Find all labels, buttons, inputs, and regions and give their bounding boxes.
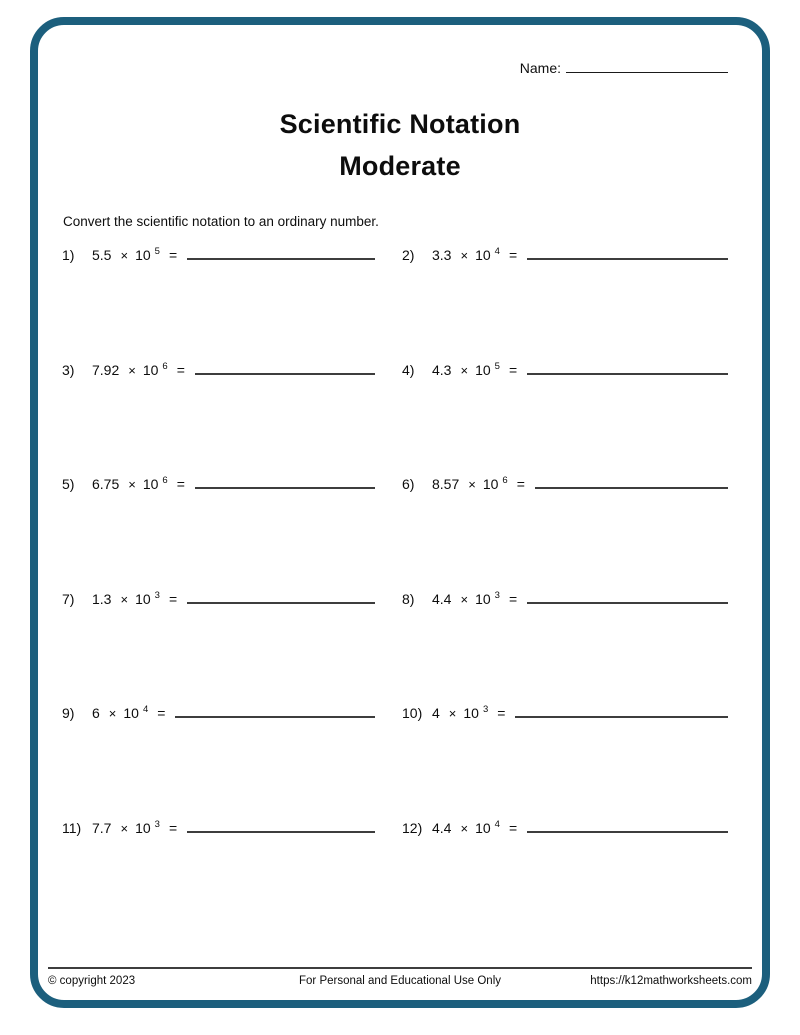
name-blank[interactable] [566, 60, 728, 73]
problem [402, 819, 728, 934]
multiplication-sign: × [460, 248, 469, 263]
answer-blank[interactable] [187, 592, 375, 604]
coefficient: 6 [92, 705, 100, 721]
equals-sign: = [168, 590, 178, 607]
problem-number: 12) [402, 819, 423, 836]
problem-number: 6) [402, 476, 415, 492]
name-row [520, 60, 728, 76]
problem-number: 9) [62, 705, 75, 721]
equals-sign: = [516, 476, 525, 492]
base-ten: 10 [123, 705, 139, 721]
base-ten: 10 [463, 705, 479, 721]
footer-usage: For Personal and Educational Use Only [299, 975, 501, 987]
multiplication-sign: × [460, 820, 469, 836]
base-ten: 10 [135, 247, 151, 263]
problem [402, 246, 728, 361]
worksheet-title [38, 103, 762, 187]
page-border [30, 17, 770, 1008]
name-label: Name: [519, 60, 561, 76]
multiplication-sign: × [108, 706, 117, 721]
coefficient: 6.75 [92, 476, 120, 492]
answer-blank[interactable] [187, 821, 375, 833]
base-ten: 10 [475, 819, 491, 836]
coefficient: 8.57 [432, 476, 460, 492]
problem-number: 7) [62, 590, 75, 607]
problem [62, 246, 375, 361]
multiplication-sign: × [120, 248, 129, 263]
answer-blank[interactable] [527, 248, 728, 260]
exponent: 5 [154, 246, 160, 257]
exponent: 3 [154, 589, 160, 601]
answer-blank[interactable] [527, 363, 728, 375]
coefficient: 4 [432, 705, 440, 721]
base-ten: 10 [475, 590, 491, 607]
equals-sign: = [497, 705, 506, 721]
exponent: 6 [502, 475, 508, 486]
coefficient: 7.92 [92, 361, 120, 378]
multiplication-sign: × [460, 362, 469, 378]
problem [62, 704, 375, 819]
footer-copyright: © copyright 2023 [48, 975, 136, 987]
problem-number: 1) [62, 247, 75, 263]
problem [62, 361, 375, 476]
title-line1: Scientific Notation [279, 109, 521, 139]
title-line2: Moderate [339, 151, 461, 181]
problem-number: 5) [62, 476, 75, 492]
equals-sign: = [168, 247, 178, 263]
problem [62, 590, 375, 705]
multiplication-sign: × [120, 591, 129, 607]
problems-grid [62, 246, 728, 933]
answer-blank[interactable] [195, 363, 375, 375]
problem-number: 4) [402, 361, 415, 378]
problem [62, 475, 375, 590]
exponent: 4 [494, 818, 500, 830]
base-ten: 10 [135, 590, 151, 607]
multiplication-sign: × [468, 477, 476, 492]
answer-blank[interactable] [175, 706, 375, 718]
exponent: 6 [162, 360, 168, 372]
equals-sign: = [157, 705, 166, 721]
instruction-text: Convert the scientific notation to an ordinary number. [63, 214, 379, 229]
footer-website[interactable]: https://k12mathworksheets.com [590, 975, 752, 987]
equals-sign: = [508, 590, 518, 607]
answer-blank[interactable] [195, 477, 375, 489]
answer-blank[interactable] [527, 821, 728, 833]
multiplication-sign: × [460, 591, 469, 607]
multiplication-sign: × [448, 706, 457, 721]
problem-number: 3) [62, 361, 75, 378]
coefficient: 5.5 [92, 247, 112, 263]
exponent: 3 [154, 818, 160, 830]
equals-sign: = [176, 476, 185, 492]
problem [402, 475, 728, 590]
problem-number: 11) [62, 819, 82, 836]
exponent: 5 [494, 360, 500, 372]
exponent: 4 [142, 704, 149, 715]
footer [48, 967, 752, 987]
coefficient: 7.7 [92, 819, 112, 836]
base-ten: 10 [475, 361, 491, 378]
equals-sign: = [168, 819, 178, 836]
multiplication-sign: × [128, 477, 136, 492]
equals-sign: = [176, 361, 185, 378]
base-ten: 10 [482, 476, 499, 492]
coefficient: 4.3 [432, 361, 452, 378]
equals-sign: = [508, 247, 518, 263]
coefficient: 3.3 [432, 247, 452, 263]
problem [402, 590, 728, 705]
base-ten: 10 [142, 361, 159, 378]
coefficient: 1.3 [92, 590, 112, 607]
answer-blank[interactable] [535, 477, 728, 489]
multiplication-sign: × [128, 362, 136, 378]
problem [402, 704, 728, 819]
exponent: 3 [482, 704, 489, 715]
exponent: 3 [494, 589, 500, 601]
answer-blank[interactable] [515, 706, 728, 718]
exponent: 6 [162, 475, 168, 486]
answer-blank[interactable] [527, 592, 728, 604]
equals-sign: = [508, 361, 518, 378]
problem-number: 8) [402, 590, 415, 607]
answer-blank[interactable] [187, 248, 375, 260]
problem-number: 2) [402, 247, 415, 263]
base-ten: 10 [142, 476, 159, 492]
coefficient: 4.4 [432, 590, 452, 607]
problem [62, 819, 375, 934]
base-ten: 10 [475, 247, 491, 263]
exponent: 4 [494, 246, 500, 257]
base-ten: 10 [135, 819, 151, 836]
problem [402, 361, 728, 476]
equals-sign: = [508, 819, 518, 836]
problem-number: 10) [402, 705, 423, 721]
multiplication-sign: × [120, 820, 129, 836]
coefficient: 4.4 [432, 819, 452, 836]
